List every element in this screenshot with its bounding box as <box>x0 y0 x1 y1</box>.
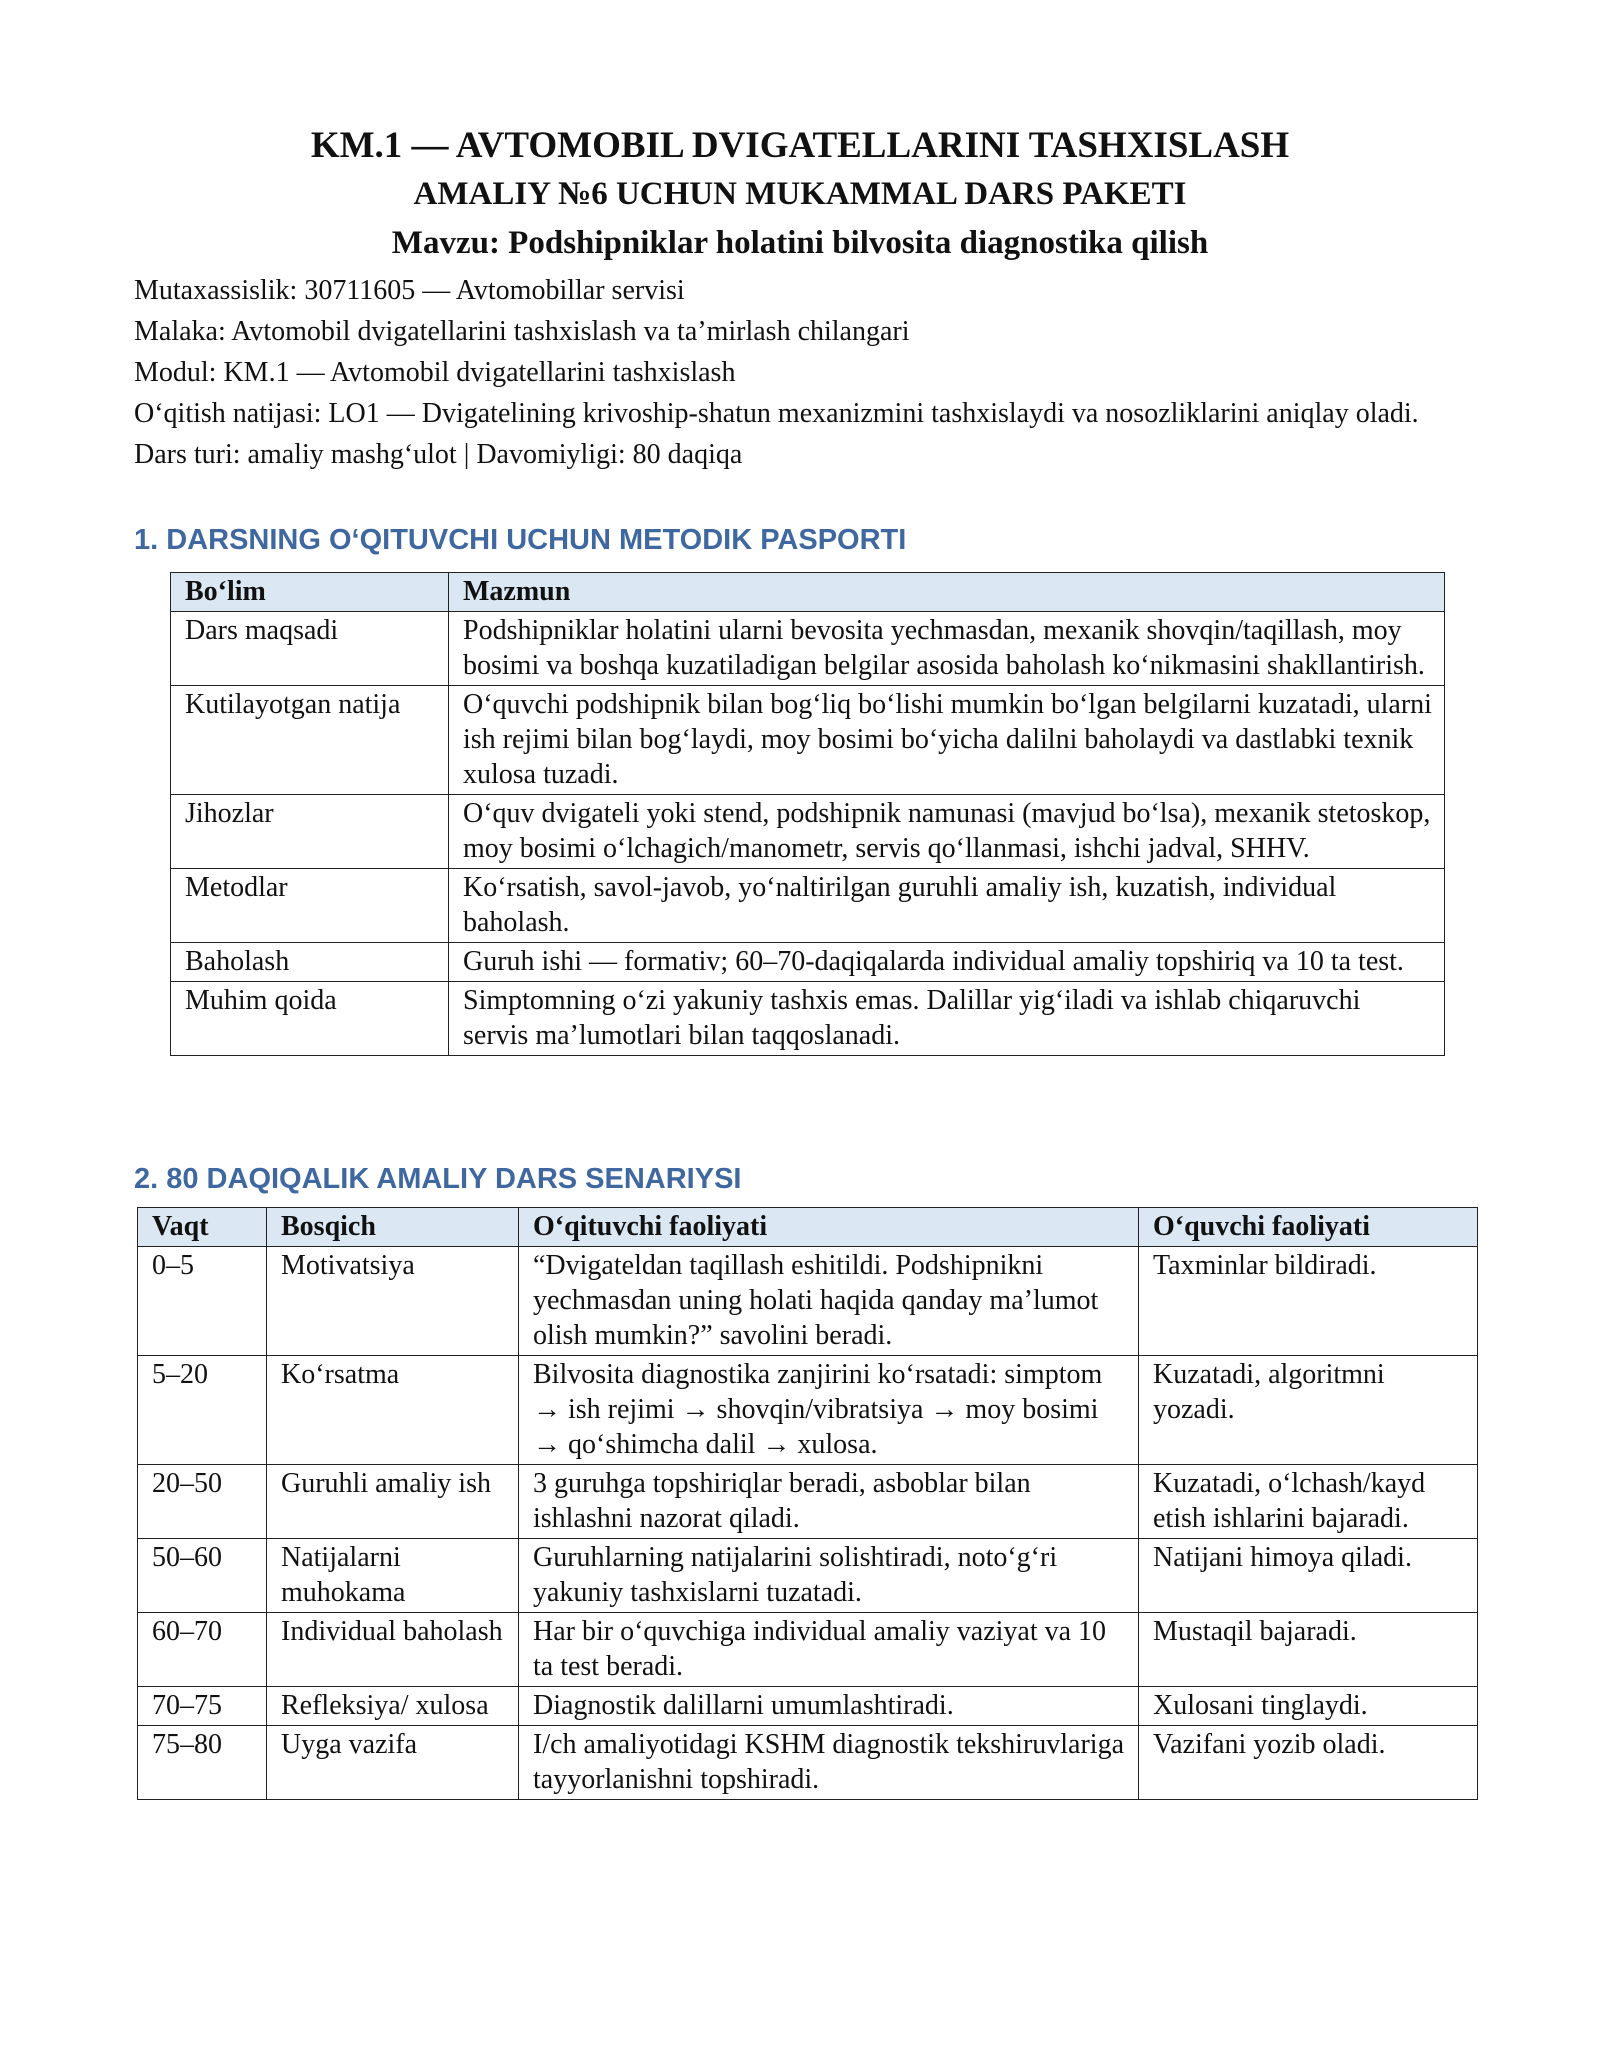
table-row <box>171 612 1445 686</box>
table-cell: O‘quvchi podshipnik bilan bog‘liq bo‘lishi mumkin bo‘lgan belgilarni kuzatadi, ularni ish rejimi bilan bog‘laydi, moy bosimi bo‘yicha dalilni baholaydi va dastlabki texnik xulosa tuzadi. <box>449 686 1445 795</box>
table-cell: Ko‘rsatish, savol-javob, yo‘naltirilgan guruhli amaliy ish, kuzatish, individual baholash. <box>449 869 1445 943</box>
table-cell: Diagnostik dalillarni umumlashtiradi. <box>519 1687 1139 1726</box>
table-row <box>171 943 1445 982</box>
table-row <box>138 1247 1478 1356</box>
table-cell: Guruh ishi — formativ; 60–70-daqiqalarda individual amaliy topshiriq va 10 ta test. <box>449 943 1445 982</box>
table-cell: 5–20 <box>138 1356 267 1465</box>
table-cell: Natijani himoya qiladi. <box>1139 1539 1478 1613</box>
meta-qualification: Malaka: Avtomobil dvigatellarini tashxislash va ta’mirlash chilangari <box>134 316 910 347</box>
table-cell: 75–80 <box>138 1726 267 1800</box>
section-heading-scenario: 2. 80 DAQIQALIK AMALIY DARS SENARIYSI <box>134 1163 742 1195</box>
table-header-row <box>171 573 1445 612</box>
column-header: O‘quvchi faoliyati <box>1139 1208 1478 1247</box>
table-cell: Podshipniklar holatini ularni bevosita yechmasdan, mexanik shovqin/taqillash, moy bosimi va boshqa kuzatiladigan belgilar asosida baholash ko‘nikmasini shakllantirish. <box>449 612 1445 686</box>
table-row <box>138 1613 1478 1687</box>
column-header: Bosqich <box>267 1208 519 1247</box>
table-row <box>171 982 1445 1056</box>
table-cell: Muhim qoida <box>171 982 449 1056</box>
table-cell: Metodlar <box>171 869 449 943</box>
section-heading-passport: 1. DARSNING O‘QITUVCHI UCHUN METODIK PASPORTI <box>134 524 907 556</box>
table-cell: 70–75 <box>138 1687 267 1726</box>
table-header-row <box>138 1208 1478 1247</box>
table-cell: Xulosani tinglaydi. <box>1139 1687 1478 1726</box>
scenario-table <box>137 1207 1478 1800</box>
table-row <box>138 1539 1478 1613</box>
document-title: KM.1 — AVTOMOBIL DVIGATELLARINI TASHXISLASH <box>310 125 1290 166</box>
table-cell: Guruhli amaliy ish <box>267 1465 519 1539</box>
table-cell: “Dvigateldan taqillash eshitildi. Podshipnikni yechmasdan uning holati haqida qanday ma’lumot olish mumkin?” savolini beradi. <box>519 1247 1139 1356</box>
table-cell: 60–70 <box>138 1613 267 1687</box>
document-subtitle: AMALIY №6 UCHUN MUKAMMAL DARS PAKETI <box>413 176 1187 212</box>
table-cell: Kuzatadi, o‘lchash/kayd etish ishlarini bajaradi. <box>1139 1465 1478 1539</box>
table-cell: Bilvosita diagnostika zanjirini ko‘rsatadi: simptom → ish rejimi → shovqin/vibratsiya → moy bosimi → qo‘shimcha dalil → xulosa. <box>519 1356 1139 1465</box>
table-row <box>138 1687 1478 1726</box>
table-cell: Guruhlarning natijalarini solishtiradi, noto‘g‘ri yakuniy tashxislarni tuzatadi. <box>519 1539 1139 1613</box>
column-header: O‘qituvchi faoliyati <box>519 1208 1139 1247</box>
table-cell: Vazifani yozib oladi. <box>1139 1726 1478 1800</box>
column-header: Mazmun <box>449 573 1445 612</box>
passport-table <box>170 572 1445 1056</box>
table-cell: Motivatsiya <box>267 1247 519 1356</box>
table-row <box>138 1465 1478 1539</box>
table-row <box>138 1356 1478 1465</box>
table-cell: Mustaqil bajaradi. <box>1139 1613 1478 1687</box>
table-cell: Har bir o‘quvchiga individual amaliy vaziyat va 10 ta test beradi. <box>519 1613 1139 1687</box>
table-cell: O‘quv dvigateli yoki stend, podshipnik namunasi (mavjud bo‘lsa), mexanik stetoskop, moy bosimi o‘lchagich/manometr, servis qo‘llanmasi, ishchi jadval, SHHV. <box>449 795 1445 869</box>
meta-specialty: Mutaxassislik: 30711605 — Avtomobillar servisi <box>134 275 685 306</box>
table-cell: Individual baholash <box>267 1613 519 1687</box>
table-cell: 20–50 <box>138 1465 267 1539</box>
meta-lesson-type: Dars turi: amaliy mashg‘ulot | Davomiyligi: 80 daqiqa <box>134 439 743 470</box>
table-cell: Baholash <box>171 943 449 982</box>
meta-learning-outcome: O‘qitish natijasi: LO1 — Dvigatelining krivoship-shatun mexanizmini tashxislaydi va nosozliklarini aniqlay oladi. <box>134 398 1419 429</box>
table-cell: Simptomning o‘zi yakuniy tashxis emas. Dalillar yig‘iladi va ishlab chiqaruvchi servis ma’lumotlari bilan taqqoslanadi. <box>449 982 1445 1056</box>
table-row <box>138 1726 1478 1800</box>
table-cell: Uyga vazifa <box>267 1726 519 1800</box>
document-topic: Mavzu: Podshipniklar holatini bilvosita diagnostika qilish <box>391 225 1209 261</box>
meta-module: Modul: KM.1 — Avtomobil dvigatellarini tashxislash <box>134 357 736 388</box>
table-cell: Jihozlar <box>171 795 449 869</box>
table-cell: Kutilayotgan natija <box>171 686 449 795</box>
table-row <box>171 686 1445 795</box>
table-cell: Ko‘rsatma <box>267 1356 519 1465</box>
table-cell: Taxminlar bildiradi. <box>1139 1247 1478 1356</box>
table-cell: 3 guruhga topshiriqlar beradi, asboblar bilan ishlashni nazorat qiladi. <box>519 1465 1139 1539</box>
table-cell: Natijalarni muhokama <box>267 1539 519 1613</box>
column-header: Bo‘lim <box>171 573 449 612</box>
table-cell: Kuzatadi, algoritmni yozadi. <box>1139 1356 1478 1465</box>
column-header: Vaqt <box>138 1208 267 1247</box>
table-cell: 50–60 <box>138 1539 267 1613</box>
table-row <box>171 869 1445 943</box>
document-meta <box>134 270 1474 475</box>
table-cell: 0–5 <box>138 1247 267 1356</box>
table-cell: I/ch amaliyotidagi KSHM diagnostik tekshiruvlariga tayyorlanishni topshiradi. <box>519 1726 1139 1800</box>
table-cell: Dars maqsadi <box>171 612 449 686</box>
table-cell: Refleksiya/ xulosa <box>267 1687 519 1726</box>
table-row <box>171 795 1445 869</box>
